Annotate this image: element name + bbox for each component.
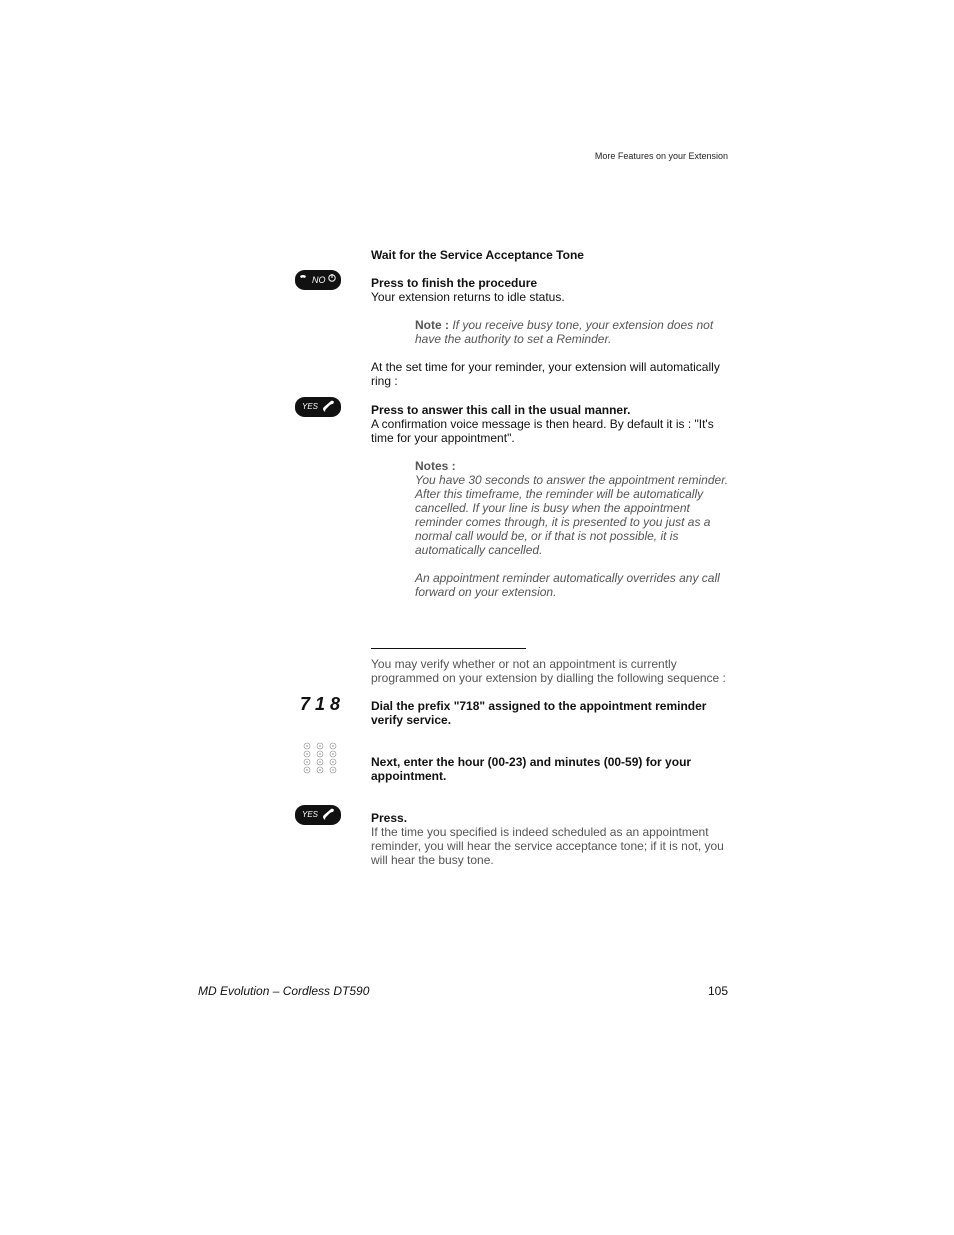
yes-key-label: YES — [302, 402, 319, 411]
running-header: More Features on your Extension — [594, 151, 728, 161]
note-1-label: Note : — [415, 318, 449, 332]
step-press-title: Press. — [371, 811, 408, 825]
footer-title-text: MD Evolution – Cordless DT590 — [198, 984, 370, 998]
notes-label: Notes : — [415, 459, 456, 473]
note-1 — [415, 318, 731, 346]
step-answer-body: A confirmation voice message is then heard. By default it is : "It's time for your appointment". — [371, 417, 714, 445]
step-finish-title: Press to finish the procedure — [371, 276, 538, 290]
yes-key-2 — [295, 805, 341, 825]
handset-icon — [295, 397, 341, 417]
step-finish-body: Your extension returns to idle status. — [371, 290, 565, 304]
page-number: 105 — [707, 984, 728, 998]
yes-key-label-2: YES — [302, 810, 319, 819]
set-time-text: At the set time for your reminder, your extension will automatically ring : — [371, 360, 720, 388]
step-answer-title: Press to answer this call in the usual manner. — [371, 403, 631, 417]
no-key-label: NO — [312, 275, 326, 285]
note-1-text: If you receive busy tone, your extension does not have the authority to set a Reminder. — [415, 318, 714, 346]
step-enter-time: Next, enter the hour (00-23) and minutes (00-59) for your appointment. — [371, 755, 692, 783]
yes-key — [295, 397, 341, 417]
step-prefix-text: Dial the prefix "718" assigned to the appointment reminder verify service. — [371, 699, 707, 727]
notes-block — [415, 459, 731, 599]
notes-paragraph-1: You have 30 seconds to answer the appointment reminder. After this timeframe, the reminder will be automatically cancelled. If your line is busy when the appointment reminder comes through, it is presented to you just as a normal call would be, or if that is not possible, it is automatically cancelled. — [415, 473, 729, 557]
notes-paragraph-2: An appointment reminder automatically overrides any call forward on your extension. — [415, 571, 720, 599]
prefix-code: 718 — [300, 694, 346, 714]
verify-intro: You may verify whether or not an appointment is currently programmed on your extension by dialling the following sequence : — [371, 657, 726, 685]
step-press-body: If the time you specified is indeed scheduled as an appointment reminder, you will hear the service acceptance tone; if it is not, you will hear the busy tone. — [371, 825, 724, 867]
step-wait-tone: Wait for the Service Acceptance Tone — [371, 248, 584, 262]
keypad-icon — [300, 742, 342, 774]
footer-title — [198, 984, 369, 998]
end-call-icon — [295, 270, 341, 290]
no-key — [295, 270, 341, 290]
section-divider — [371, 648, 526, 649]
handset-icon — [295, 805, 341, 825]
